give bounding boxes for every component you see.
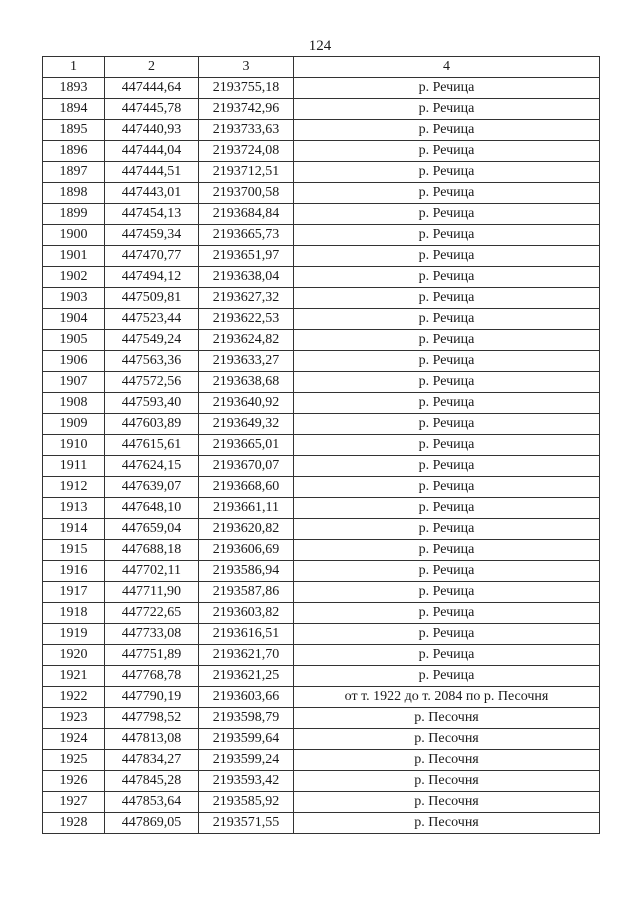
point-number-cell: 1897 [43, 162, 105, 183]
table-row [43, 729, 600, 750]
table-row [43, 393, 600, 414]
point-number-cell: 1919 [43, 624, 105, 645]
description-cell: р. Речица [294, 519, 600, 540]
x-coordinate-cell: 447593,40 [105, 393, 199, 414]
x-coordinate-cell: 447798,52 [105, 708, 199, 729]
y-coordinate-cell: 2193598,79 [199, 708, 294, 729]
table-row [43, 687, 600, 708]
column-header-point-number: 1 [43, 57, 105, 78]
y-coordinate-cell: 2193661,11 [199, 498, 294, 519]
x-coordinate-cell: 447572,56 [105, 372, 199, 393]
table-row [43, 288, 600, 309]
description-cell: р. Речица [294, 498, 600, 519]
table-row [43, 204, 600, 225]
y-coordinate-cell: 2193599,64 [199, 729, 294, 750]
point-number-cell: 1893 [43, 78, 105, 99]
x-coordinate-cell: 447845,28 [105, 771, 199, 792]
x-coordinate-cell: 447509,81 [105, 288, 199, 309]
y-coordinate-cell: 2193593,42 [199, 771, 294, 792]
table-row [43, 267, 600, 288]
point-number-cell: 1914 [43, 519, 105, 540]
point-number-cell: 1923 [43, 708, 105, 729]
description-cell: р. Речица [294, 288, 600, 309]
point-number-cell: 1917 [43, 582, 105, 603]
table-row [43, 99, 600, 120]
point-number-cell: 1910 [43, 435, 105, 456]
description-cell: р. Речица [294, 582, 600, 603]
table-row [43, 372, 600, 393]
description-cell: р. Речица [294, 561, 600, 582]
y-coordinate-cell: 2193668,60 [199, 477, 294, 498]
point-number-cell: 1924 [43, 729, 105, 750]
table-row [43, 435, 600, 456]
point-number-cell: 1900 [43, 225, 105, 246]
x-coordinate-cell: 447440,93 [105, 120, 199, 141]
y-coordinate-cell: 2193665,73 [199, 225, 294, 246]
y-coordinate-cell: 2193624,82 [199, 330, 294, 351]
table-row [43, 414, 600, 435]
point-number-cell: 1905 [43, 330, 105, 351]
y-coordinate-cell: 2193599,24 [199, 750, 294, 771]
description-cell: р. Речица [294, 435, 600, 456]
x-coordinate-cell: 447563,36 [105, 351, 199, 372]
x-coordinate-cell: 447702,11 [105, 561, 199, 582]
table-row [43, 162, 600, 183]
x-coordinate-cell: 447853,64 [105, 792, 199, 813]
x-coordinate-cell: 447768,78 [105, 666, 199, 687]
table-row [43, 603, 600, 624]
y-coordinate-cell: 2193712,51 [199, 162, 294, 183]
table-row [43, 477, 600, 498]
x-coordinate-cell: 447733,08 [105, 624, 199, 645]
x-coordinate-cell: 447470,77 [105, 246, 199, 267]
description-cell: р. Речица [294, 645, 600, 666]
x-coordinate-cell: 447444,04 [105, 141, 199, 162]
table-row [43, 246, 600, 267]
point-number-cell: 1909 [43, 414, 105, 435]
x-coordinate-cell: 447813,08 [105, 729, 199, 750]
table-row [43, 624, 600, 645]
table-row [43, 141, 600, 162]
point-number-cell: 1906 [43, 351, 105, 372]
x-coordinate-cell: 447639,07 [105, 477, 199, 498]
y-coordinate-cell: 2193603,82 [199, 603, 294, 624]
x-coordinate-cell: 447444,64 [105, 78, 199, 99]
table-row [43, 330, 600, 351]
table-row [43, 792, 600, 813]
description-cell: р. Речица [294, 183, 600, 204]
point-number-cell: 1928 [43, 813, 105, 834]
table-row [43, 351, 600, 372]
table-row [43, 78, 600, 99]
x-coordinate-cell: 447454,13 [105, 204, 199, 225]
x-coordinate-cell: 447834,27 [105, 750, 199, 771]
point-number-cell: 1911 [43, 456, 105, 477]
x-coordinate-cell: 447459,34 [105, 225, 199, 246]
point-number-cell: 1903 [43, 288, 105, 309]
y-coordinate-cell: 2193621,70 [199, 645, 294, 666]
y-coordinate-cell: 2193665,01 [199, 435, 294, 456]
point-number-cell: 1922 [43, 687, 105, 708]
point-number-cell: 1904 [43, 309, 105, 330]
description-cell: р. Речица [294, 78, 600, 99]
x-coordinate-cell: 447445,78 [105, 99, 199, 120]
y-coordinate-cell: 2193742,96 [199, 99, 294, 120]
x-coordinate-cell: 447711,90 [105, 582, 199, 603]
table-row [43, 708, 600, 729]
x-coordinate-cell: 447624,15 [105, 456, 199, 477]
description-cell: р. Речица [294, 330, 600, 351]
y-coordinate-cell: 2193733,63 [199, 120, 294, 141]
table-row [43, 813, 600, 834]
description-cell: р. Речица [294, 99, 600, 120]
description-cell: р. Речица [294, 267, 600, 288]
coordinates-table [42, 56, 600, 834]
table-row [43, 519, 600, 540]
description-cell: р. Речица [294, 225, 600, 246]
column-header-description: 4 [294, 57, 600, 78]
x-coordinate-cell: 447603,89 [105, 414, 199, 435]
y-coordinate-cell: 2193571,55 [199, 813, 294, 834]
point-number-cell: 1894 [43, 99, 105, 120]
point-number-cell: 1896 [43, 141, 105, 162]
table-body [43, 78, 600, 834]
point-number-cell: 1902 [43, 267, 105, 288]
table-row [43, 225, 600, 246]
y-coordinate-cell: 2193620,82 [199, 519, 294, 540]
y-coordinate-cell: 2193587,86 [199, 582, 294, 603]
description-cell: р. Речица [294, 141, 600, 162]
description-cell: р. Речица [294, 393, 600, 414]
point-number-cell: 1925 [43, 750, 105, 771]
y-coordinate-cell: 2193585,92 [199, 792, 294, 813]
table-row [43, 645, 600, 666]
y-coordinate-cell: 2193684,84 [199, 204, 294, 225]
y-coordinate-cell: 2193606,69 [199, 540, 294, 561]
x-coordinate-cell: 447751,89 [105, 645, 199, 666]
point-number-cell: 1912 [43, 477, 105, 498]
y-coordinate-cell: 2193651,97 [199, 246, 294, 267]
point-number-cell: 1921 [43, 666, 105, 687]
table-row [43, 183, 600, 204]
header-row [43, 57, 600, 78]
description-cell: р. Песочня [294, 750, 600, 771]
x-coordinate-cell: 447790,19 [105, 687, 199, 708]
x-coordinate-cell: 447648,10 [105, 498, 199, 519]
description-cell: р. Песочня [294, 771, 600, 792]
description-cell: р. Речица [294, 624, 600, 645]
y-coordinate-cell: 2193724,08 [199, 141, 294, 162]
page-number: 124 [308, 38, 332, 54]
description-cell: р. Речица [294, 204, 600, 225]
x-coordinate-cell: 447443,01 [105, 183, 199, 204]
y-coordinate-cell: 2193622,53 [199, 309, 294, 330]
description-cell: р. Песочня [294, 729, 600, 750]
y-coordinate-cell: 2193670,07 [199, 456, 294, 477]
x-coordinate-cell: 447444,51 [105, 162, 199, 183]
point-number-cell: 1898 [43, 183, 105, 204]
point-number-cell: 1895 [43, 120, 105, 141]
x-coordinate-cell: 447869,05 [105, 813, 199, 834]
description-cell: р. Песочня [294, 708, 600, 729]
y-coordinate-cell: 2193633,27 [199, 351, 294, 372]
description-cell: от т. 1922 до т. 2084 по р. Песочня [294, 687, 600, 708]
y-coordinate-cell: 2193649,32 [199, 414, 294, 435]
table-row [43, 561, 600, 582]
x-coordinate-cell: 447688,18 [105, 540, 199, 561]
description-cell: р. Речица [294, 351, 600, 372]
y-coordinate-cell: 2193621,25 [199, 666, 294, 687]
table-row [43, 771, 600, 792]
description-cell: р. Речица [294, 309, 600, 330]
description-cell: р. Песочня [294, 792, 600, 813]
y-coordinate-cell: 2193627,32 [199, 288, 294, 309]
y-coordinate-cell: 2193638,68 [199, 372, 294, 393]
description-cell: р. Речица [294, 372, 600, 393]
table-row [43, 456, 600, 477]
table-row [43, 498, 600, 519]
description-cell: р. Речица [294, 477, 600, 498]
point-number-cell: 1913 [43, 498, 105, 519]
point-number-cell: 1915 [43, 540, 105, 561]
y-coordinate-cell: 2193586,94 [199, 561, 294, 582]
description-cell: р. Речица [294, 540, 600, 561]
y-coordinate-cell: 2193755,18 [199, 78, 294, 99]
point-number-cell: 1908 [43, 393, 105, 414]
table-row [43, 120, 600, 141]
y-coordinate-cell: 2193638,04 [199, 267, 294, 288]
point-number-cell: 1916 [43, 561, 105, 582]
y-coordinate-cell: 2193616,51 [199, 624, 294, 645]
description-cell: р. Речица [294, 162, 600, 183]
x-coordinate-cell: 447722,65 [105, 603, 199, 624]
point-number-cell: 1907 [43, 372, 105, 393]
point-number-cell: 1901 [43, 246, 105, 267]
description-cell: р. Речица [294, 414, 600, 435]
table-header [43, 57, 600, 78]
table-row [43, 666, 600, 687]
y-coordinate-cell: 2193640,92 [199, 393, 294, 414]
description-cell: р. Речица [294, 666, 600, 687]
x-coordinate-cell: 447494,12 [105, 267, 199, 288]
description-cell: р. Речица [294, 456, 600, 477]
point-number-cell: 1918 [43, 603, 105, 624]
table-row [43, 309, 600, 330]
point-number-cell: 1926 [43, 771, 105, 792]
y-coordinate-cell: 2193700,58 [199, 183, 294, 204]
x-coordinate-cell: 447615,61 [105, 435, 199, 456]
point-number-cell: 1899 [43, 204, 105, 225]
description-cell: р. Речица [294, 120, 600, 141]
point-number-cell: 1927 [43, 792, 105, 813]
column-header-x: 2 [105, 57, 199, 78]
table-row [43, 540, 600, 561]
description-cell: р. Речица [294, 246, 600, 267]
table-row [43, 750, 600, 771]
y-coordinate-cell: 2193603,66 [199, 687, 294, 708]
description-cell: р. Песочня [294, 813, 600, 834]
point-number-cell: 1920 [43, 645, 105, 666]
column-header-y: 3 [199, 57, 294, 78]
description-cell: р. Речица [294, 603, 600, 624]
x-coordinate-cell: 447549,24 [105, 330, 199, 351]
table-row [43, 582, 600, 603]
x-coordinate-cell: 447659,04 [105, 519, 199, 540]
x-coordinate-cell: 447523,44 [105, 309, 199, 330]
